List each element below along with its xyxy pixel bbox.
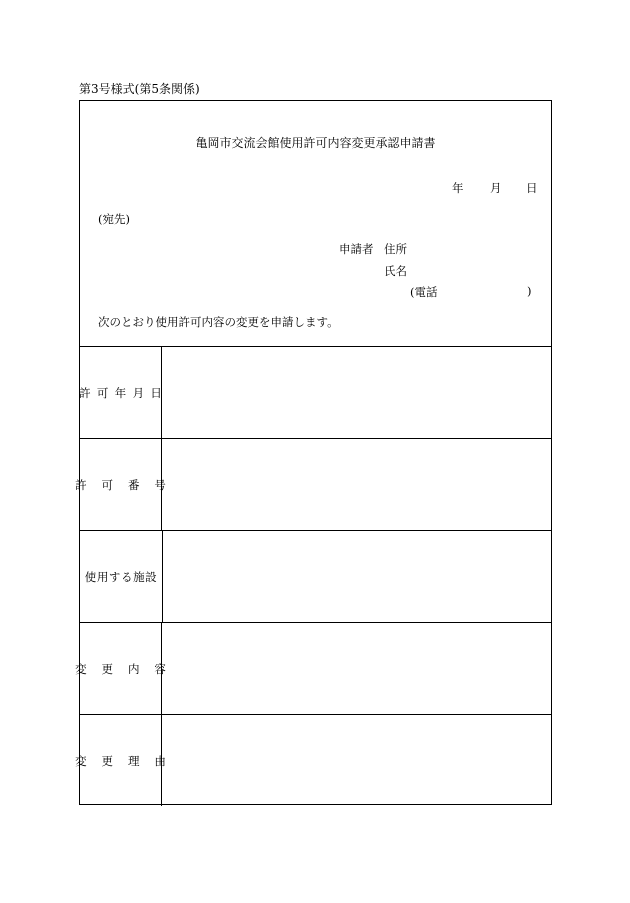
permit-number-field[interactable]: [163, 439, 551, 530]
table-row: [75, 715, 551, 806]
phone-close-paren: ): [527, 284, 532, 298]
applicant-label: 申請者: [339, 242, 374, 256]
month-label: 月: [490, 181, 502, 195]
form-title: 亀岡市交流会館使用許可内容変更承認申請書: [195, 136, 436, 150]
form-header: [80, 101, 551, 347]
application-form: [75, 100, 552, 805]
change-content-label: 変更内容: [80, 623, 162, 714]
address-label: 住所: [384, 242, 407, 256]
change-reason-field[interactable]: [163, 715, 551, 806]
day-label: 日: [526, 181, 538, 195]
facility-field[interactable]: [163, 531, 551, 622]
date-field: [452, 180, 536, 196]
year-label: 年: [452, 181, 464, 195]
change-reason-label: 変更理由: [80, 715, 162, 806]
permit-date-label: 許可年月日: [80, 347, 162, 438]
table-row: [75, 623, 551, 715]
application-statement: 次のとおり使用許可内容の変更を申請します。: [98, 315, 339, 329]
name-label: 氏名: [384, 264, 407, 278]
permit-date-field[interactable]: [163, 347, 551, 438]
form-table: [75, 347, 551, 806]
facility-label: 使用する施設: [80, 531, 163, 622]
change-content-field[interactable]: [163, 623, 551, 714]
permit-number-label: 許可番号: [80, 439, 162, 530]
form-number: 第3号様式(第5条関係): [79, 82, 200, 96]
table-row: [80, 347, 551, 439]
table-row: [75, 439, 551, 531]
table-row: [80, 531, 551, 623]
phone-label: (電話: [410, 285, 438, 299]
addressee-label: (宛先): [98, 212, 130, 226]
